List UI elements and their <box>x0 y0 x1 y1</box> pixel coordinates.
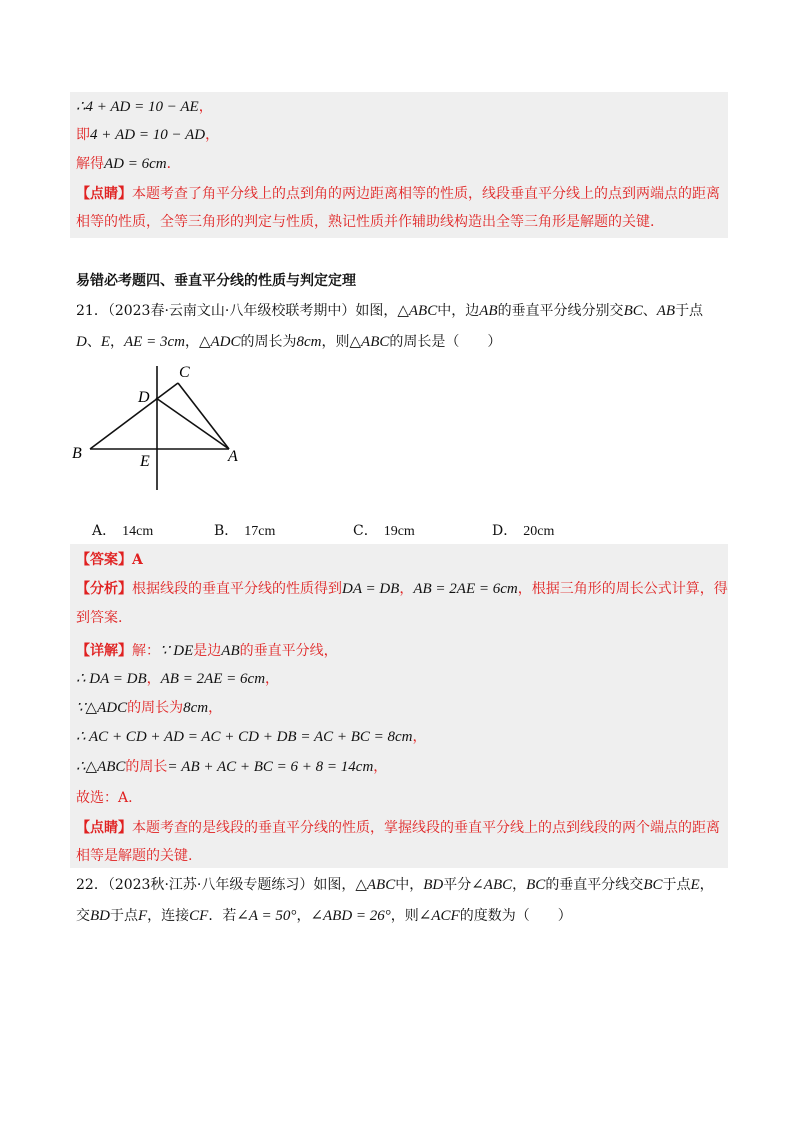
question-22-stem: 22．（2023秋·江苏·八年级专题练习）如图，△ABC中，BD平分∠ABC，BC的垂直平分线交BC于点E， <box>76 877 714 893</box>
solution-line: ∴4 + AD = 10 − AE， <box>76 99 213 115</box>
comment-line: 【点睛】本题考查了角平分线上的点到角的两边距离相等的性质，线段垂直平分线上的点到两端点的距离 <box>76 186 720 202</box>
label-D: D <box>138 389 150 406</box>
solution-line: 即4 + AD = 10 − AD， <box>76 127 220 143</box>
analysis-line: 【分析】根据线段的垂直平分线的性质得到DA = DB，AB = 2AE = 6cm，根据三角形的周长公式计算，得 <box>76 581 728 597</box>
choose-line: 故选：A. <box>76 790 133 806</box>
answer-line: 【答案】A <box>76 552 143 568</box>
equation: ∴4 + AD = 10 − AE <box>76 99 199 115</box>
option-d[interactable]: D． 20cm <box>492 523 555 539</box>
detail-line: ∵△ADC的周长为8cm， <box>76 700 223 716</box>
question-22-stem: 交BD于点F，连接CF．若∠A = 50°，∠ABD = 26°，则∠ACF的度数为（ ） <box>76 908 572 924</box>
detail-line: 【详解】解：∵ DE是边AB的垂直平分线， <box>76 643 338 659</box>
segment-BC <box>90 383 178 449</box>
section-heading: 易错必考题四、垂直平分线的性质与判定定理 <box>76 273 356 289</box>
comment-line: 【点睛】本题考查的是线段的垂直平分线的性质，掌握线段的垂直平分线上的点到线段的两个端点的距离 <box>76 820 720 836</box>
label-C: C <box>179 364 190 381</box>
triangle-figure <box>60 358 260 498</box>
label-E: E <box>140 453 150 470</box>
analysis-line: 到答案. <box>76 610 123 626</box>
segment-CA <box>178 383 229 449</box>
segment-DA <box>156 398 229 449</box>
comment-tag: 【点睛】 <box>76 186 132 202</box>
detail-line: ∴ AC + CD + AD = AC + CD + DB = AC + BC = 8cm， <box>76 729 427 745</box>
question-21-stem: 21．（2023春·云南文山·八年级校联考期中）如图，△ABC中，边AB的垂直平分线分别交BC、AB于点 <box>76 303 704 319</box>
solution-line: 解得AD = 6cm． <box>76 156 181 172</box>
detail-line: ∴△ABC的周长= AB + AC + BC = 6 + 8 = 14cm， <box>76 759 388 775</box>
option-c[interactable]: C． 19cm <box>353 523 415 539</box>
equation: 4 + AD = 10 − AD <box>90 127 206 143</box>
detail-line: ∴ DA = DB，AB = 2AE = 6cm， <box>76 671 280 687</box>
question-21-stem: D、E，AE = 3cm，△ADC的周长为8cm，则△ABC的周长是（ ） <box>76 334 502 350</box>
option-b[interactable]: B． 17cm <box>214 523 276 539</box>
comment-line: 相等是解题的关键. <box>76 848 193 864</box>
comment-line: 相等的性质，全等三角形的判定与性质，熟记性质并作辅助线构造出全等三角形是解题的关键. <box>76 214 655 230</box>
equation: AD = 6cm <box>104 156 167 172</box>
label-B: B <box>72 445 82 462</box>
option-a[interactable]: A． 14cm <box>92 523 154 539</box>
label-A: A <box>228 448 238 465</box>
